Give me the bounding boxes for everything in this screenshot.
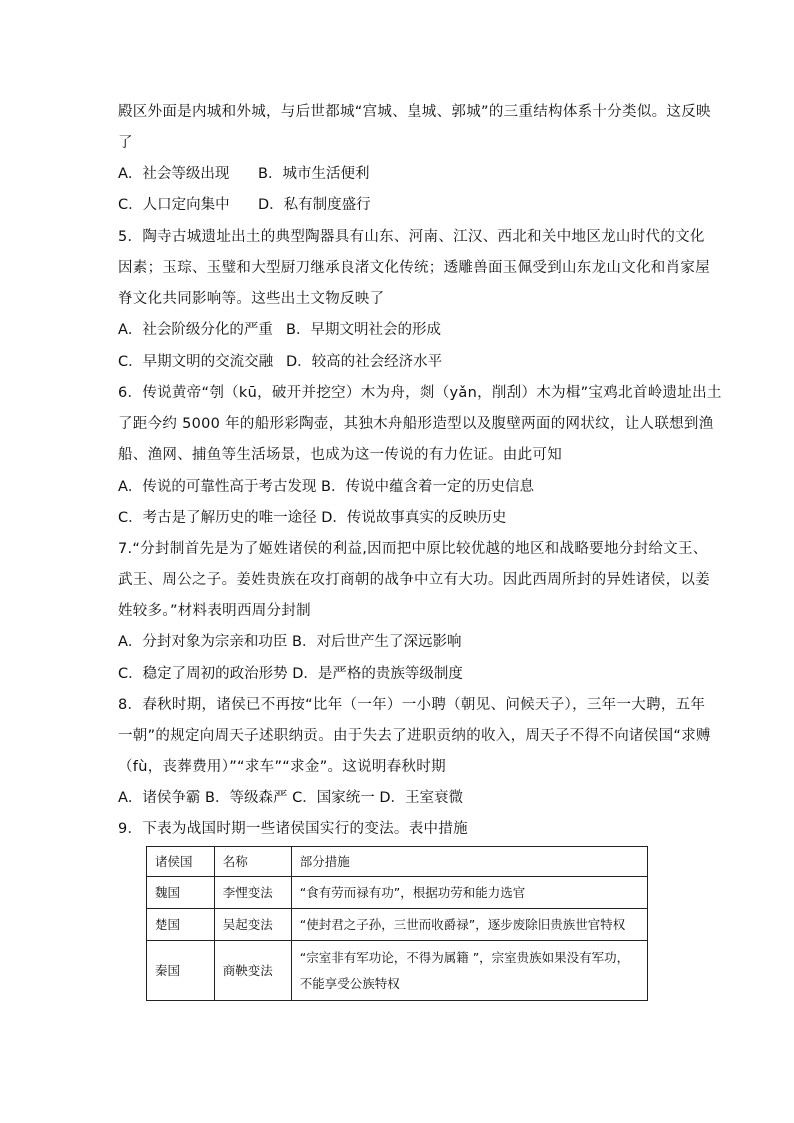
q9-stem: 9．下表为战国时期一些诸侯国实行的变法。表中措施 [118, 821, 468, 837]
q6-options-cd[interactable]: C．考古是了解历史的唯一途径 D．传说故事真实的反映历史 [118, 510, 507, 526]
cell-state: 秦国 [147, 941, 215, 1001]
cell-state: 魏国 [147, 877, 215, 909]
q4-stem-line-2: 了 [118, 135, 133, 151]
cell-name: 李悝变法 [214, 877, 291, 909]
cell-measure: “食有劳而禄有功”，根据功劳和能力选官 [291, 877, 647, 909]
q4-option-b[interactable]: B．城市生活便利 [258, 166, 370, 182]
header-name: 名称 [214, 847, 291, 877]
header-state: 诸侯国 [147, 847, 215, 877]
q8-options[interactable]: A．诸侯争霸 B．等级森严 C．国家统一 D．王室衰微 [118, 790, 463, 806]
q8-stem-line-1: 8．春秋时期，诸侯已不再按“比年（一年）一小聘（朝见、问候天子），三年一大聘，五年 [118, 697, 706, 713]
header-measure: 部分措施 [291, 847, 647, 877]
reform-table [146, 846, 648, 1001]
q7-options-cd[interactable]: C．稳定了周初的政治形势 D．是严格的贵族等级制度 [118, 666, 463, 682]
q4-option-d[interactable]: D．私有制度盛行 [258, 197, 371, 213]
q7-stem-line-3: 姓较多。”材料表明西周分封制 [118, 603, 311, 619]
cell-name: 吴起变法 [214, 909, 291, 941]
q7-options-ab[interactable]: A．分封对象为宗亲和功臣 B．对后世产生了深远影响 [118, 634, 462, 650]
q5-option-d[interactable]: D．较高的社会经济水平 [286, 354, 443, 370]
q4-option-c[interactable]: C．人口定向集中 [118, 197, 230, 213]
q6-options-ab[interactable]: A．传说的可靠性高于考古发现 B．传说中蕴含着一定的历史信息 [118, 479, 534, 495]
q8-stem-line-3: （fù，丧葬费用）”“求车”“求金”。这说明春秋时期 [118, 759, 446, 775]
q6-stem-line-3: 船、渔网、捕鱼等生活场景，也成为这一传说的有力佐证。由此可知 [118, 447, 562, 463]
table-row [147, 941, 648, 1001]
table-row [147, 877, 648, 909]
q6-stem-line-1: 6．传说黄帝“刳（kū，破开并挖空）木为舟，剡（yǎn，削刮）木为楫”宝鸡北首岭遗址出土 [118, 385, 722, 401]
cell-measure: “宗室非有军功论，不得为属籍 ”，宗室贵族如果没有军功，不能享受公族特权 [291, 941, 647, 1001]
q7-stem-line-2: 武王、周公之子。姜姓贵族在攻打商朝的战争中立有大功。因此西周所封的异姓诸侯，以姜 [118, 572, 710, 588]
q7-stem-line-1: 7.“分封制首先是为了姬姓诸侯的利益,因而把中原比较优越的地区和战略要地分封给文王、 [118, 541, 708, 557]
q8-stem-line-2: 一朝”的规定向周天子述职纳贡。由于失去了进职贡纳的收入，周天子不得不向诸侯国“求赙 [118, 728, 711, 744]
q5-option-b[interactable]: B．早期文明社会的形成 [286, 322, 441, 338]
table-row [147, 909, 648, 941]
q5-option-c[interactable]: C．早期文明的交流交融 [118, 354, 274, 370]
cell-measure: “使封君之子孙，三世而收爵禄”，逐步废除旧贵族世官特权 [291, 909, 647, 941]
table-header-row [147, 847, 648, 877]
q5-stem-line-3: 脊文化共同影响等。这些出土文物反映了 [118, 291, 385, 307]
q4-stem-line-1: 殿区外面是内城和外城，与后世都城“宫城、皇城、郭城”的三重结构体系十分类似。这反映 [118, 104, 711, 120]
q5-stem-line-1: 5．陶寺古城遗址出土的典型陶器具有山东、河南、江汉、西北和关中地区龙山时代的文化 [118, 229, 705, 245]
cell-state: 楚国 [147, 909, 215, 941]
q6-stem-line-2: 了距今约 5000 年的船形彩陶壶，其独木舟船形造型以及腹壁两面的网状纹，让人联想到渔 [118, 416, 714, 432]
q5-stem-line-2: 因素；玉琮、玉璧和大型厨刀继承良渚文化传统；透雕兽面玉佩受到山东龙山文化和肖家屋 [118, 260, 710, 276]
q4-option-a[interactable]: A．社会等级出现 [118, 166, 230, 182]
q5-option-a[interactable]: A．社会阶级分化的严重 [118, 322, 273, 338]
cell-name: 商鞅变法 [214, 941, 291, 1001]
